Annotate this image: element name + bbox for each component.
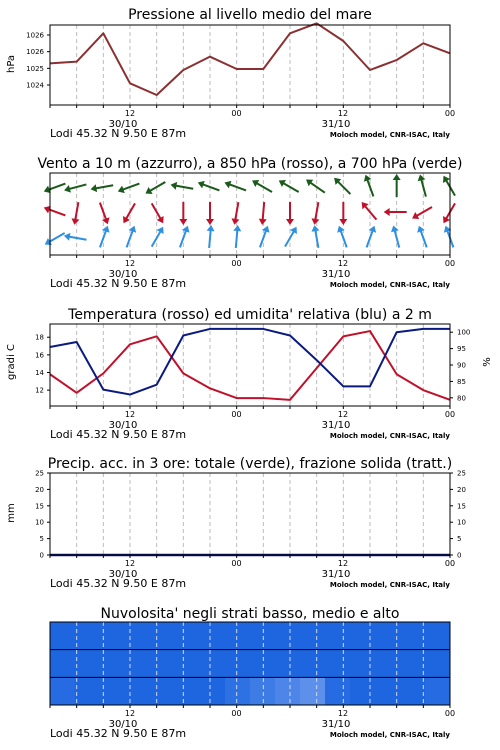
cloud-cell — [425, 650, 451, 678]
cloud-cell — [350, 622, 376, 650]
arrow-head — [339, 219, 347, 225]
x-tick-label: 12 — [337, 259, 349, 268]
y-tick-label: 5 — [457, 535, 462, 544]
cloud-cell — [225, 677, 251, 705]
cloud-cell — [150, 622, 176, 650]
wind-850-arrow — [412, 207, 432, 219]
x-tick-label: 12 — [124, 559, 136, 568]
y-tick-label: 20 — [35, 485, 44, 494]
y-tick-label: 1026 — [26, 31, 44, 40]
date-label: 31/10 — [321, 569, 351, 580]
wind-700-arrow — [418, 174, 426, 196]
cloud-cell — [250, 677, 276, 705]
wind-10m-arrow — [127, 226, 137, 248]
wind-850-arrow — [443, 203, 455, 223]
rh-ylabel: % — [482, 357, 493, 367]
wind-700-arrow — [443, 176, 455, 196]
y-tick-label: 5 — [39, 535, 44, 544]
cloud-cell — [150, 677, 176, 705]
cloud-cell — [75, 677, 101, 705]
y-tick-label: 25 — [35, 469, 44, 478]
wind-10m-arrow — [391, 225, 399, 247]
wind-850-arrow — [339, 202, 347, 225]
y-tick-label: 18 — [35, 333, 44, 342]
y-tick-label: 80 — [457, 394, 466, 403]
wind-850-arrow — [232, 202, 240, 225]
cloud-cell — [250, 622, 276, 650]
x-tick-label: 00 — [231, 709, 242, 718]
cloud-cell — [75, 622, 101, 650]
wind-10m-arrow — [312, 225, 320, 248]
y-tick-label: 12 — [35, 386, 44, 395]
credit-label: Moloch model, CNR-ISAC, Italy — [329, 281, 450, 289]
cloud-cell — [400, 677, 426, 705]
wind-10m-arrow — [233, 225, 241, 248]
y-tick-label: 15 — [457, 502, 466, 511]
cloud-cell — [350, 650, 376, 678]
wind-850-arrow — [206, 202, 214, 225]
cloud-cell — [125, 622, 151, 650]
y-tick-label: 16 — [35, 351, 44, 360]
wind-850-arrow — [384, 208, 407, 216]
arrow-head — [72, 218, 80, 225]
date-label: 30/10 — [108, 420, 138, 431]
wind-850-arrow — [179, 202, 187, 225]
wind-850-arrow — [312, 202, 320, 225]
arrow-head — [207, 225, 215, 231]
cloud-cell — [275, 650, 301, 678]
y-tick-label: 1024 — [26, 81, 44, 90]
credit-label: Moloch model, CNR-ISAC, Italy — [329, 731, 450, 739]
wind-850-arrow — [152, 203, 164, 223]
arrow-head — [233, 225, 241, 231]
cloud-cell — [425, 622, 451, 650]
wind-10m-arrow — [180, 226, 190, 248]
x-tick-label: 12 — [124, 410, 136, 419]
wind-850-arrow — [72, 202, 80, 225]
date-label: 31/10 — [321, 119, 351, 130]
wind-panel — [37, 156, 462, 290]
wind-700-arrow — [145, 182, 165, 194]
arrow-shaft — [236, 228, 238, 248]
x-tick-label: 12 — [337, 559, 349, 568]
y-tick-label: 15 — [35, 502, 44, 511]
x-tick-label: 00 — [444, 259, 456, 268]
cloud-cell — [50, 650, 76, 678]
wind-850-arrow — [100, 203, 110, 225]
x-tick-label: 00 — [231, 109, 242, 118]
cloud-cell — [400, 650, 426, 678]
x-tick-label: 00 — [231, 559, 242, 568]
wind-700-arrow — [279, 180, 299, 192]
cloud-cell — [275, 622, 301, 650]
y-tick-label: 1025 — [26, 64, 44, 73]
arrow-head — [286, 219, 294, 225]
wind-700-arrow — [44, 184, 66, 194]
cloud-cell — [300, 677, 326, 705]
cloud-cell — [225, 622, 251, 650]
date-label: 30/10 — [108, 719, 138, 730]
wind-10m-arrow — [100, 226, 110, 248]
y-tick-label: 0 — [39, 551, 44, 560]
location-label: Lodi 45.32 N 9.50 E 87m — [50, 127, 187, 140]
x-tick-label: 12 — [124, 259, 136, 268]
temp-title: Temperatura (rosso) ed umidita' relativa (blu) a 2 m — [68, 307, 432, 323]
cloud-cell — [75, 650, 101, 678]
cloud-cell — [200, 622, 226, 650]
arrow-head — [384, 208, 390, 216]
date-label: 30/10 — [108, 269, 138, 280]
location-label: Lodi 45.32 N 9.50 E 87m — [50, 428, 187, 441]
y-tick-label: 95 — [457, 345, 466, 354]
wind-700-arrow — [118, 184, 140, 194]
wind-10m-arrow — [64, 233, 87, 241]
cloud-cell — [325, 677, 351, 705]
x-tick-label: 12 — [337, 709, 349, 718]
precip-ylabel: mm — [6, 503, 17, 523]
wind-850-arrow — [44, 206, 66, 216]
precip-title: Precip. acc. in 3 ore: totale (verde), frazione solida (tratt.) — [47, 456, 453, 472]
wind-700-arrow — [334, 178, 350, 194]
temp-ylabel: gradi C — [6, 344, 17, 380]
wind-850-arrow — [286, 202, 294, 225]
wind-10m-arrow — [444, 226, 454, 248]
y-tick-label: 85 — [457, 377, 466, 386]
wind-850-arrow — [123, 203, 135, 223]
cloud-cell — [325, 650, 351, 678]
pressure-panel — [6, 7, 455, 140]
cloud-cell — [200, 677, 226, 705]
wind-title: Vento a 10 m (azzurro), a 850 hPa (rosso), a 700 hPa (verde) — [37, 156, 463, 172]
y-tick-label: 0 — [457, 551, 462, 560]
wind-10m-arrow — [45, 233, 65, 245]
wind-700-arrow — [224, 181, 246, 191]
y-tick-label: 10 — [457, 518, 466, 527]
arrow-head — [259, 219, 267, 225]
x-tick-label: 00 — [444, 109, 456, 118]
date-label: 30/10 — [108, 569, 138, 580]
y-tick-label: 100 — [457, 328, 471, 337]
arrow-head — [179, 219, 187, 225]
x-tick-label: 00 — [444, 559, 456, 568]
x-tick-label: 00 — [444, 410, 456, 419]
cloud-cell — [425, 677, 451, 705]
cloud-title: Nuvolosita' negli strati basso, medio e alto — [100, 606, 400, 622]
x-tick-label: 12 — [337, 410, 349, 419]
cloud-cell — [275, 677, 301, 705]
cloud-cell — [125, 677, 151, 705]
x-tick-label: 00 — [231, 259, 242, 268]
wind-700-arrow — [198, 181, 220, 191]
y-tick-label: 90 — [457, 361, 466, 370]
precip-panel — [6, 456, 466, 590]
credit-label: Moloch model, CNR-ISAC, Italy — [329, 131, 450, 139]
cloud-cell — [175, 677, 201, 705]
pressure-title: Pressione al livello medio del mare — [128, 7, 372, 23]
pressure-frame — [50, 25, 450, 105]
wind-10m-arrow — [337, 226, 347, 248]
pressure-line — [50, 23, 450, 95]
x-tick-label: 00 — [231, 410, 242, 419]
cloud-cell — [225, 650, 251, 678]
arrow-head — [206, 219, 214, 225]
wind-850-arrow — [259, 202, 267, 225]
arrow-shaft — [262, 202, 264, 222]
wind-850-arrow — [362, 202, 377, 220]
cloud-cell — [250, 650, 276, 678]
y-tick-label: 20 — [457, 485, 466, 494]
wind-700-arrow — [171, 182, 194, 190]
temp-panel — [6, 307, 493, 441]
wind-10m-arrow — [207, 225, 215, 248]
pressure-ylabel: hPa — [6, 54, 17, 74]
wind-10m-arrow — [260, 226, 270, 248]
wind-700-arrow — [306, 180, 325, 193]
wind-10m-arrow — [417, 226, 427, 248]
location-label: Lodi 45.32 N 9.50 E 87m — [50, 277, 187, 290]
cloud-cell — [300, 650, 326, 678]
x-tick-label: 12 — [124, 709, 136, 718]
arrow-head — [171, 182, 178, 190]
wind-700-arrow — [91, 184, 114, 192]
arrow-head — [393, 174, 401, 180]
cloud-cell — [200, 650, 226, 678]
arrow-shaft — [209, 228, 211, 248]
arrow-head — [312, 225, 320, 232]
wind-700-arrow — [64, 184, 86, 192]
cloud-panel — [50, 606, 455, 740]
date-label: 30/10 — [108, 119, 138, 130]
x-tick-label: 12 — [337, 109, 349, 118]
cloud-cell — [400, 622, 426, 650]
date-label: 31/10 — [321, 719, 351, 730]
cloud-cell — [175, 622, 201, 650]
y-tick-label: 14 — [35, 368, 44, 377]
wind-700-arrow — [364, 175, 374, 197]
y-tick-label: 1026 — [26, 48, 44, 57]
cloud-cell — [300, 622, 326, 650]
temperature-line — [50, 331, 450, 400]
cloud-cell — [150, 650, 176, 678]
cloud-cell — [175, 650, 201, 678]
wind-10m-arrow — [367, 226, 377, 248]
cloud-cell — [50, 622, 76, 650]
credit-label: Moloch model, CNR-ISAC, Italy — [329, 581, 450, 589]
arrow-head — [312, 218, 320, 225]
precip-frame — [50, 473, 450, 555]
cloud-cell — [350, 677, 376, 705]
arrow-head — [91, 184, 98, 192]
location-label: Lodi 45.32 N 9.50 E 87m — [50, 577, 187, 590]
y-tick-label: 25 — [457, 469, 466, 478]
arrow-head — [232, 218, 240, 225]
cloud-cell — [125, 650, 151, 678]
arrow-shaft — [47, 184, 66, 191]
cloud-cell — [50, 677, 76, 705]
x-tick-label: 00 — [444, 709, 456, 718]
date-label: 31/10 — [321, 420, 351, 431]
y-tick-label: 10 — [35, 518, 44, 527]
wind-10m-arrow — [285, 227, 297, 247]
cloud-cell — [325, 622, 351, 650]
date-label: 31/10 — [321, 269, 351, 280]
wind-700-arrow — [252, 180, 272, 192]
wind-700-arrow — [393, 174, 401, 197]
x-tick-label: 12 — [124, 109, 136, 118]
location-label: Lodi 45.32 N 9.50 E 87m — [50, 727, 187, 740]
credit-label: Moloch model, CNR-ISAC, Italy — [329, 432, 450, 440]
arrow-shaft — [47, 209, 66, 216]
wind-10m-arrow — [152, 227, 164, 247]
